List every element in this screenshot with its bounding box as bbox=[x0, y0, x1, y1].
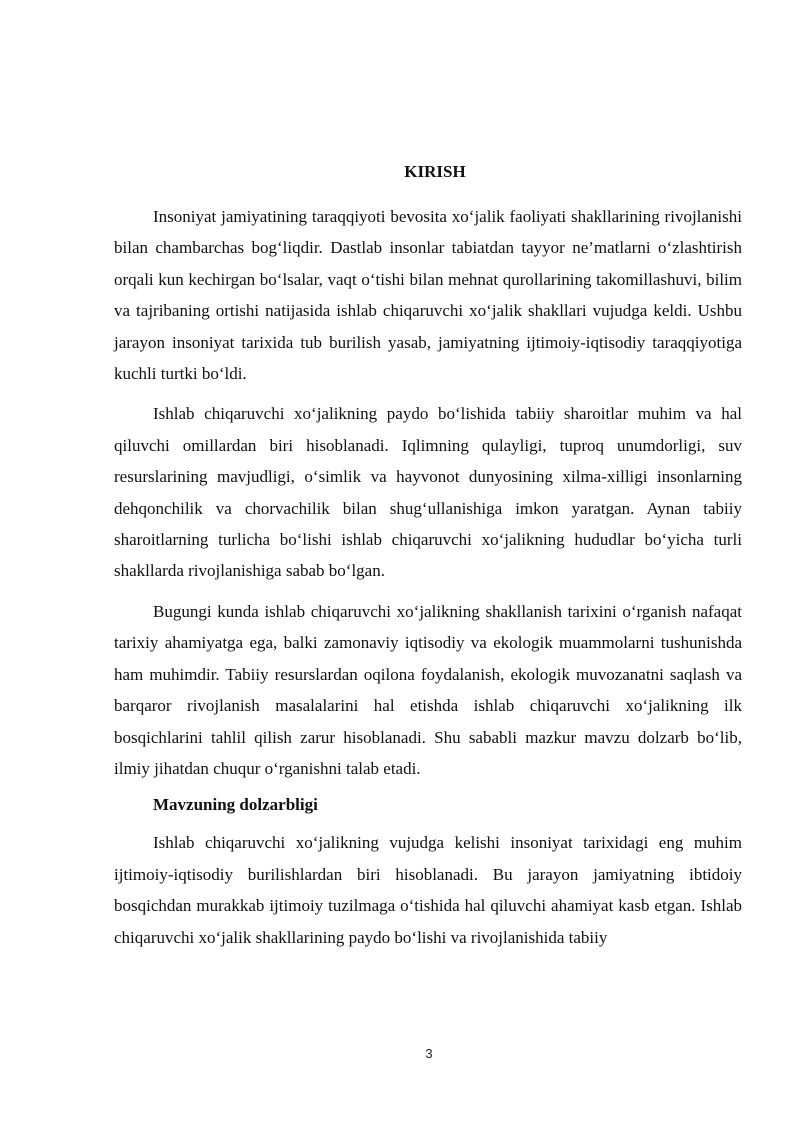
page-number: 3 bbox=[425, 1046, 433, 1061]
paragraph-relevance-today: Bugungi kunda ishlab chiqaruvchi xo‘jalikning shakllanish tarixini o‘rganish nafaqat tarixiy ahamiyatga ega, balki zamonaviy iqtisodiy va ekologik muammolarni tushunishda ham muhimdir. Tabiiy resurslardan oqilona foydalanish, ekologik muvozanatni saqlash va barqaror rivojlanish masalalarini hal etishda ishlab chiqaruvchi xo‘jalikning ilk bosqichlarini tahlil qilish zarur hisoblanadi. Shu sababli mazkur mavzu dolzarb bo‘lib, ilmiy jihatdan chuqur o‘rganishni talab etadi. bbox=[114, 601, 742, 778]
paragraph-section-body: Ishlab chiqaruvchi xo‘jalikning vujudga kelishi insoniyat tarixidagi eng muhim ijtimoiy-iqtisodiy burilishlardan biri hisoblanadi. Bu jarayon jamiyatning ibtidoiy bosqichdan murakkab ijtimoiy tuzilmaga o‘tishida hal qiluvchi ahamiyat kasb etgan. Ishlab chiqaruvchi xo‘jalik shakllarining paydo bo‘lishi va rivojlanishida tabiiy bbox=[114, 833, 742, 947]
document-page bbox=[114, 160, 742, 962]
paragraph-natural-conditions: Ishlab chiqaruvchi xo‘jalikning paydo bo‘lishida tabiiy sharoitlar muhim va hal qiluvchi omillardan biri hisoblanadi. Iqlimning qulayligi, tuproq unumdorligi, suv resurslarining mavjudligi, o‘simlik va hayvonot dunyosining xilma-xilligi insonlarning dehqonchilik va chorvachilik bilan shug‘ullanishiga imkon yaratgan. Aynan tabiiy sharoitlarning turlicha bo‘lishi ishlab chiqaruvchi xo‘jalikning hududlar bo‘yicha turli shakllarda rivojlanishiga sabab bo‘lgan. bbox=[114, 404, 742, 581]
section-heading: Mavzuning dolzarbligi bbox=[153, 795, 318, 815]
paragraph-intro: Insoniyat jamiyatining taraqqiyoti bevosita xo‘jalik faoliyati shakllarining rivojlanishi bilan chambarchas bog‘liqdir. Dastlab insonlar tabiatdan tayyor ne’matlarni o‘zlashtirish orqali kun kechirgan bo‘lsalar, vaqt o‘tishi bilan mehnat qurollarining takomillashuvi, bilim va tajribaning ortishi natijasida ishlab chiqaruvchi xo‘jalik shakllari vujudga keldi. Ushbu jarayon insoniyat tarixida tub burilish yasab, jamiyatning ijtimoiy-iqtisodiy taraqqiyotiga kuchli turtki bo‘ldi. bbox=[114, 207, 742, 384]
page-title: KIRISH bbox=[404, 162, 466, 181]
